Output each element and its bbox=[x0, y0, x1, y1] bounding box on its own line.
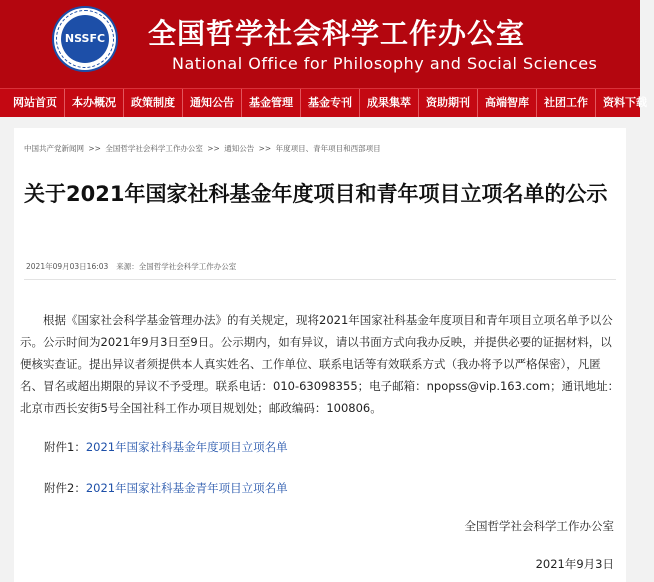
nav-item-achievements[interactable]: 成果集萃 bbox=[360, 89, 419, 117]
breadcrumb-link-notices[interactable]: 通知公告 bbox=[224, 144, 255, 153]
publish-date: 2021年09月03日16:03 bbox=[26, 262, 109, 271]
nav-item-funded-journals[interactable]: 资助期刊 bbox=[419, 89, 478, 117]
article-meta bbox=[26, 261, 236, 272]
breadcrumb-link-people[interactable]: 中国共产党新闻网 bbox=[24, 144, 84, 153]
attachment-2-label: 附件2： bbox=[44, 481, 86, 495]
divider bbox=[24, 279, 616, 280]
attachment-1 bbox=[44, 439, 288, 455]
site-subtitle: National Office for Philosophy and Social Sciences bbox=[172, 54, 598, 73]
site-header bbox=[0, 0, 640, 88]
article-source: 来源：全国哲学社会科学工作办公室 bbox=[116, 262, 237, 271]
site-logo[interactable] bbox=[52, 6, 118, 72]
main-nav bbox=[0, 88, 647, 117]
breadcrumb-separator: >> bbox=[207, 144, 220, 153]
nav-item-think-tanks[interactable]: 高端智库 bbox=[478, 89, 537, 117]
nav-item-fund-management[interactable]: 基金管理 bbox=[242, 89, 301, 117]
nav-item-policy[interactable]: 政策制度 bbox=[124, 89, 183, 117]
nav-item-notices[interactable]: 通知公告 bbox=[183, 89, 242, 117]
article-body: 根据《国家社会科学基金管理办法》的有关规定，现将2021年国家社科基金年度项目和青年项目立项名单予以公示。公示时间为2021年9月3日至9日。公示期内，如有异议，请以书面方式向我办反映，并提供必要的证据材料，以便核实查证。提出异议者须提供本人真实姓名、工作单位、联系电话等有效联系方式（我办将予以严格保密），凡匿名、冒名或超出期限的异议不予受理。联系电话：010-63098355；电子邮箱：npopss@vip.163.com；通讯地址：北京市西长安街5号全国社科工作办项目规划处；邮政编码：100806。 bbox=[20, 313, 620, 415]
article-card bbox=[14, 128, 626, 582]
attachment-2-link[interactable]: 2021年国家社科基金青年项目立项名单 bbox=[85, 481, 288, 495]
attachment-2 bbox=[44, 480, 288, 496]
nav-item-about[interactable]: 本办概况 bbox=[65, 89, 124, 117]
nav-item-fund-column[interactable]: 基金专刊 bbox=[301, 89, 360, 117]
site-title: 全国哲学社会科学工作办公室 bbox=[148, 17, 526, 50]
breadcrumb-link-projects[interactable]: 年度项目、青年项目和西部项目 bbox=[275, 144, 381, 153]
attachment-1-label: 附件1： bbox=[44, 440, 86, 454]
nav-item-home[interactable]: 网站首页 bbox=[6, 89, 65, 117]
breadcrumb bbox=[24, 143, 383, 154]
nav-item-societies[interactable]: 社团工作 bbox=[537, 89, 596, 117]
breadcrumb-separator: >> bbox=[258, 144, 272, 153]
signature: 全国哲学社会科学工作办公室 bbox=[464, 519, 614, 533]
breadcrumb-link-office[interactable]: 全国哲学社会科学工作办公室 bbox=[105, 144, 203, 153]
attachment-1-link[interactable]: 2021年国家社科基金年度项目立项名单 bbox=[85, 440, 288, 454]
breadcrumb-separator: >> bbox=[88, 144, 101, 153]
sign-date: 2021年9月3日 bbox=[535, 557, 614, 571]
logo-text: NSSFC bbox=[61, 15, 109, 63]
nav-item-downloads[interactable]: 资料下载 bbox=[603, 96, 647, 109]
article-title: 关于2021年国家社科基金年度项目和青年项目立项名单的公示 bbox=[24, 182, 608, 206]
